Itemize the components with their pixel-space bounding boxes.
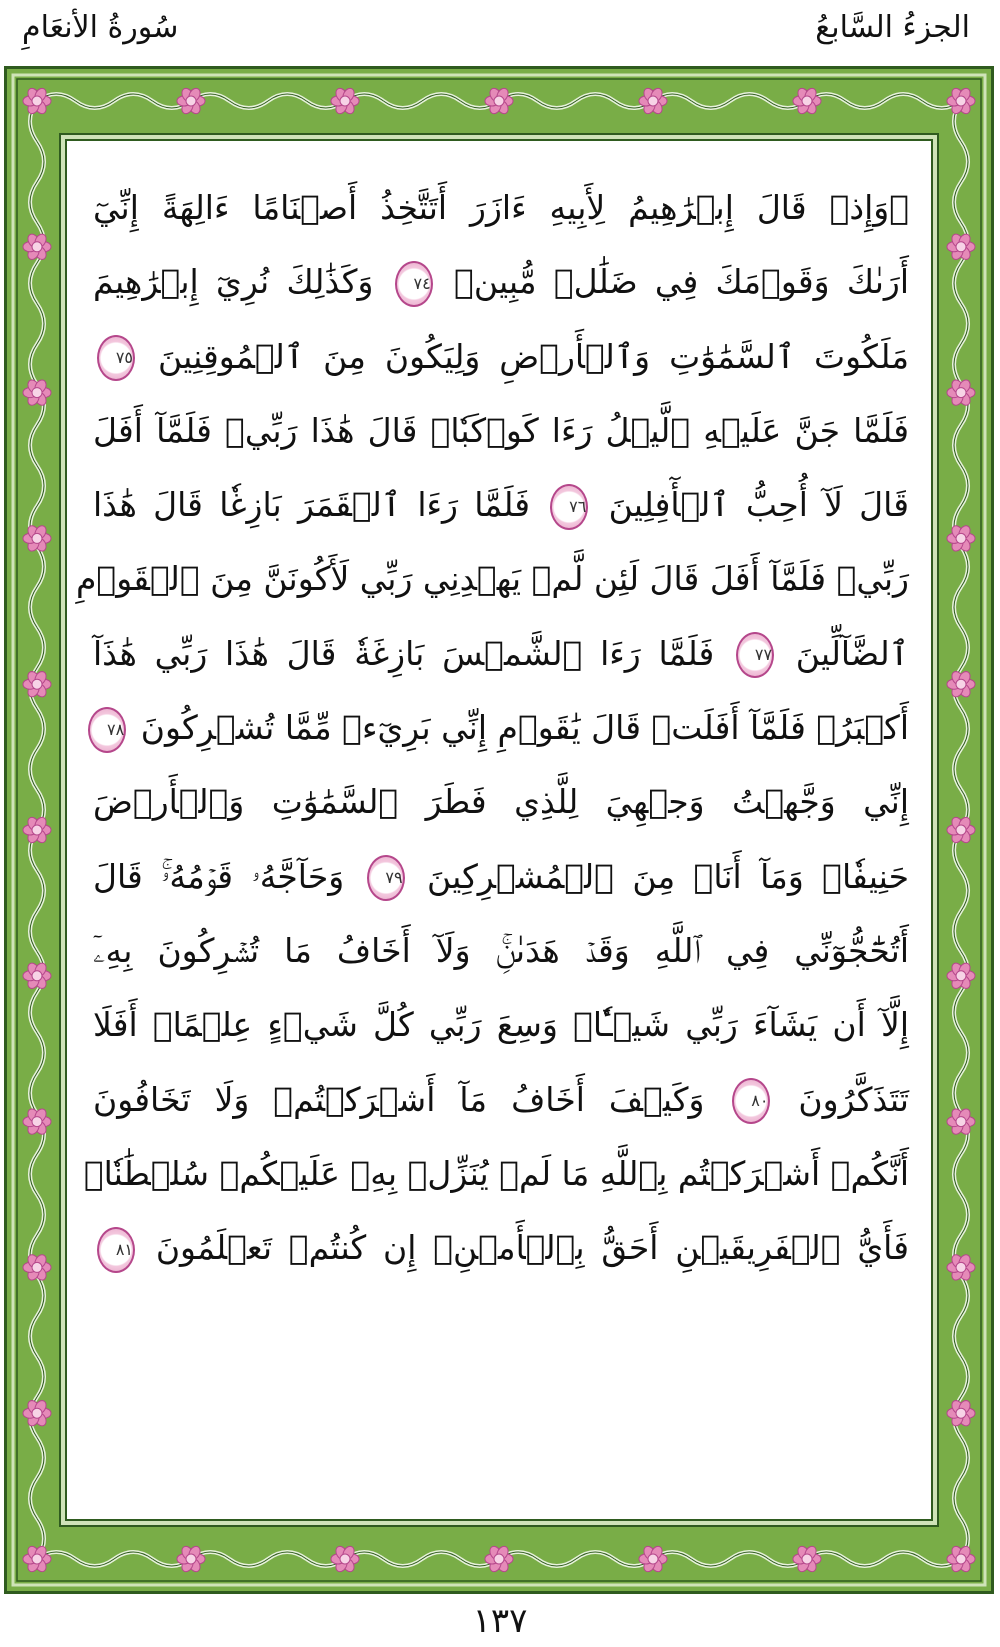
text-line (93, 765, 909, 839)
quran-text (75, 141, 910, 1285)
ayah-number-marker: ٧٥ (97, 335, 135, 381)
text-line (93, 1063, 909, 1137)
verse-text: أَكۡبَرُۖ فَلَمَّآ أَفَلَتۡ قَالَ يَٰقَوۡمِ إِنِّي بَرِيٓءٞ مِّمَّا تُشۡرِكُونَ (140, 708, 909, 748)
text-line (93, 840, 909, 914)
verse-text: أَنَّكُمۡ أَشۡرَكۡتُم بِٱللَّهِ مَا لَمۡ يُنَزِّلۡ بِهِۦ عَلَيۡكُمۡ سُلۡطَٰنٗاۚ (83, 1153, 909, 1193)
verse-text: قَالَ لَآ أُحِبُّ ٱلۡأٓفِلِينَ (608, 485, 909, 525)
juz-title: الجزءُ السَّابعُ (815, 10, 970, 45)
text-line (93, 468, 909, 542)
text-line (93, 320, 909, 394)
text-line (93, 245, 909, 319)
text-line (75, 542, 909, 616)
verse-text: فَلَمَّا رَءَا ٱلۡقَمَرَ بَازِغٗا قَالَ هَٰذَا (93, 485, 531, 525)
text-line (93, 171, 909, 245)
text-line (93, 1211, 909, 1285)
text-line (93, 394, 909, 468)
verse-text: فَلَمَّا رَءَا ٱلشَّمۡسَ بَازِغَةٗ قَالَ هَٰذَا رَبِّي هَٰذَآ (93, 633, 715, 673)
verse-text: وَحَآجَّهُۥ قَوۡمُهُۥۚ قَالَ (93, 856, 345, 896)
ayah-number-marker: ٧٩ (367, 855, 405, 901)
ayah-number-marker: ٧٧ (736, 632, 774, 678)
ornamental-border (4, 66, 994, 1594)
verse-text: رَبِّيۖ فَلَمَّآ أَفَلَ قَالَ لَئِن لَّمۡ يَهۡدِنِي رَبِّي لَأَكُونَنَّ مِنَ ٱلۡقَوۡمِ (75, 559, 909, 599)
verse-text: ٱلضَّآلِّينَ (795, 633, 909, 673)
verse-text: وَكَيۡفَ أَخَافُ مَآ أَشۡرَكۡتُمۡ وَلَا تَخَافُونَ (93, 1079, 705, 1119)
page-footer (0, 1596, 1000, 1647)
verse-text: وَكَذَٰلِكَ نُرِيٓ إِبۡرَٰهِيمَ (93, 262, 374, 302)
text-panel (65, 139, 933, 1521)
verse-text: ۞وَإِذۡ قَالَ إِبۡرَٰهِيمُ لِأَبِيهِ ءَازَرَ أَتَتَّخِذُ أَصۡنَامًا ءَالِهَةً إِنِّيٓ (93, 188, 909, 227)
text-line (93, 691, 909, 765)
page-number: ١٣٧ (472, 1601, 528, 1641)
verse-text: فَلَمَّا جَنَّ عَلَيۡهِ ٱلَّيۡلُ رَءَا كَوۡكَبٗاۖ قَالَ هَٰذَا رَبِّيۖ فَلَمَّآ أَفَلَ (93, 410, 909, 450)
text-line (93, 988, 909, 1062)
ayah-number-marker: ٧٨ (88, 707, 126, 753)
page-header (0, 0, 1000, 68)
ayah-number-marker: ٨٠ (732, 1078, 770, 1124)
verse-text: إِنِّي وَجَّهۡتُ وَجۡهِيَ لِلَّذِي فَطَرَ ٱلسَّمَٰوَٰتِ وَٱلۡأَرۡضَ (93, 782, 909, 822)
verse-text: أَرَىٰكَ وَقَوۡمَكَ فِي ضَلَٰلٖ مُّبِينٖ (454, 262, 909, 302)
verse-text: أَتُحَٰٓجُّوٓنِّي فِي ٱللَّهِ وَقَدۡ هَدَىٰنِۚ وَلَآ أَخَافُ مَا تُشۡرِكُونَ بِهِۦٓ (93, 930, 909, 970)
ayah-number-marker: ٧٦ (550, 484, 588, 530)
text-line (93, 914, 909, 988)
verse-text: حَنِيفٗاۖ وَمَآ أَنَا۠ مِنَ ٱلۡمُشۡرِكِينَ (426, 856, 910, 896)
ayah-number-marker: ٧٤ (395, 261, 433, 307)
verse-text: إِلَّآ أَن يَشَآءَ رَبِّي شَيۡـٔٗاۚ وَسِعَ رَبِّي كُلَّ شَيۡءٍ عِلۡمًاۚ أَفَلَا (93, 1005, 909, 1045)
text-line (93, 617, 909, 691)
verse-text: فَأَيُّ ٱلۡفَرِيقَيۡنِ أَحَقُّ بِٱلۡأَمۡنِۖ إِن كُنتُمۡ تَعۡلَمُونَ (155, 1228, 909, 1268)
verse-text: مَلَكُوتَ ٱلسَّمَٰوَٰتِ وَٱلۡأَرۡضِ وَلِيَكُونَ مِنَ ٱلۡمُوقِنِينَ (157, 336, 909, 376)
surah-title: سُورةُ الأنعَامِ (22, 10, 179, 45)
text-line (83, 1137, 909, 1211)
ayah-number-marker: ٨١ (97, 1227, 135, 1273)
verse-text: تَتَذَكَّرُونَ (798, 1079, 909, 1119)
